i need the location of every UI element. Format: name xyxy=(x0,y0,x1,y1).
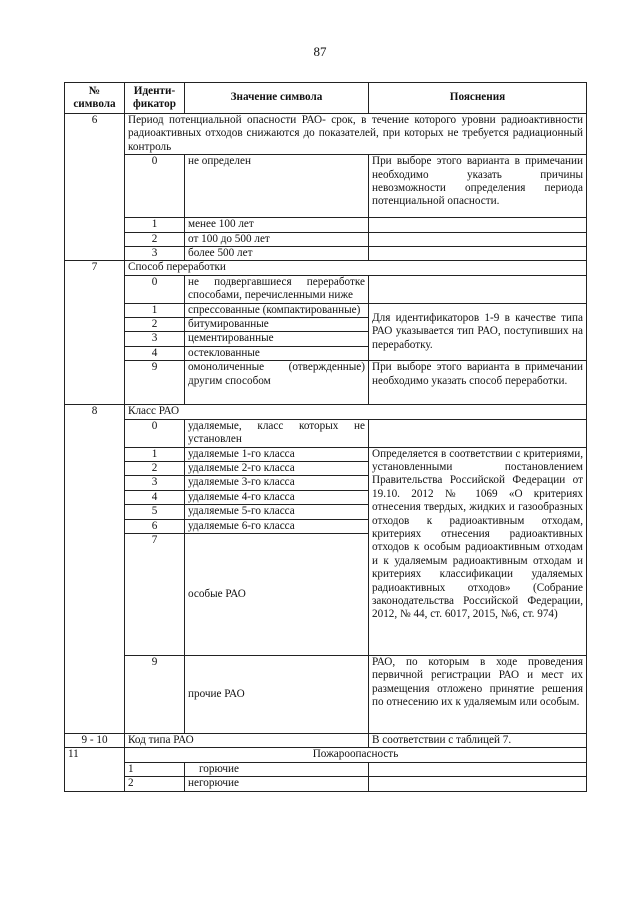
table-header-row xyxy=(65,83,587,114)
value-cell: удаляемые 6-го класса xyxy=(185,519,369,533)
note-cell xyxy=(369,777,587,791)
header-symbol-number: № символа xyxy=(65,83,125,114)
note-cell-identifiers-1-9: Для идентификаторов 1-9 в качестве типа РАО указывается тип РАО, поступивших на переработку. xyxy=(369,303,587,361)
value-cell: цементированные xyxy=(185,332,369,346)
section-number: 8 xyxy=(65,405,125,734)
section-number: 7 xyxy=(65,261,125,405)
value-cell: не подвергавшиеся переработке способами, перечисленными ниже xyxy=(185,275,369,303)
value-cell: удаляемые 1-го класса xyxy=(185,447,369,461)
note-cell xyxy=(369,419,587,447)
value-cell: горючие xyxy=(185,762,369,776)
table-row xyxy=(65,419,587,447)
section-title: Класс РАО xyxy=(125,405,587,419)
identifier-cell: 9 xyxy=(125,361,185,405)
note-cell xyxy=(369,762,587,776)
table-row xyxy=(65,361,587,405)
header-identifier: Иденти-фикатор xyxy=(125,83,185,114)
value-cell: омоноличенные (отвержденные) другим способом xyxy=(185,361,369,405)
note-cell xyxy=(369,232,587,246)
value-cell: от 100 до 500 лет xyxy=(185,232,369,246)
table-row xyxy=(65,303,587,317)
identifier-cell: 6 xyxy=(125,519,185,533)
value-cell: удаляемые 2-го класса xyxy=(185,461,369,475)
identifier-cell: 2 xyxy=(125,461,185,475)
table-row xyxy=(65,232,587,246)
table-row xyxy=(65,777,587,791)
note-cell: РАО, по которым в ходе проведения первичной регистрации РАО и мест их размещения отложено принятие решения по отнесению их к удаляемым или особым. xyxy=(369,655,587,733)
section-6-title-row xyxy=(65,114,587,155)
note-cell: При выборе этого варианта в примечании необходимо указать причины невозможности определения периода потенциальной опасности. xyxy=(369,155,587,218)
identifier-cell: 2 xyxy=(125,318,185,332)
section-9-10-row xyxy=(65,733,587,747)
identifier-cell: 9 xyxy=(125,655,185,733)
identifier-cell: 2 xyxy=(125,777,185,791)
section-title: Способ переработки xyxy=(125,261,587,275)
identifier-cell: 1 xyxy=(125,762,185,776)
table-row xyxy=(65,447,587,461)
value-cell: удаляемые 3-го класса xyxy=(185,476,369,490)
value-cell: удаляемые, класс которых не установлен xyxy=(185,419,369,447)
value-cell: битумированные xyxy=(185,318,369,332)
identifier-cell: 0 xyxy=(125,155,185,218)
section-11-title-row xyxy=(65,748,587,762)
identifier-cell: 1 xyxy=(125,447,185,461)
table-row xyxy=(65,275,587,303)
note-cell: При выборе этого варианта в примечании необходимо указать способ переработки. xyxy=(369,361,587,405)
note-cell: В соответствии с таблицей 7. xyxy=(369,733,587,747)
section-number: 6 xyxy=(65,114,125,261)
value-cell: менее 100 лет xyxy=(185,218,369,232)
identifier-cell: 4 xyxy=(125,346,185,360)
value-cell: прочие РАО xyxy=(185,655,369,733)
note-cell-classes-1-7: Определяется в соответствии с критериями, установленными постановлением Правительства Российской Федерации от 19.10. 2012 № 1069 «О критериях отнесения твердых, жидких и газообразных отходов к радиоактивным отходам, критериях отнесения радиоактивных отходов к особым радиоактивным отходам и к удаляемым радиоактивным отходам и критериях классификации удаляемых радиоактивных отходов» (Собрание законодательства Российской Федерации, 2012, № 44, ст. 6017, 2015, №6, ст. 974) xyxy=(369,447,587,655)
header-explanations: Пояснения xyxy=(369,83,587,114)
value-cell: спрессованные (компактированные) xyxy=(185,303,369,317)
section-title: Код типа РАО xyxy=(125,733,369,747)
identifier-cell: 7 xyxy=(125,533,185,655)
identifier-cell: 4 xyxy=(125,490,185,504)
section-title: Период потенциальной опасности РАО- срок, в течение которого уровни радиоактивности радиоактивных отходов снижаются до показателей, при которых не требуется радиационный контроль xyxy=(125,114,587,155)
table-row xyxy=(65,655,587,733)
value-cell: удаляемые 4-го класса xyxy=(185,490,369,504)
section-number: 9 - 10 xyxy=(65,733,125,747)
note-cell xyxy=(369,247,587,261)
section-8-title-row xyxy=(65,405,587,419)
table-row xyxy=(65,155,587,218)
table-row xyxy=(65,762,587,776)
header-symbol-value: Значение символа xyxy=(185,83,369,114)
identifier-cell: 1 xyxy=(125,303,185,317)
value-cell: не определен xyxy=(185,155,369,218)
section-number: 11 xyxy=(65,748,125,791)
page-number: 87 xyxy=(313,44,327,59)
value-cell: особые РАО xyxy=(185,533,369,655)
identifier-cell: 3 xyxy=(125,476,185,490)
identifier-cell: 1 xyxy=(125,218,185,232)
identifier-cell: 5 xyxy=(125,505,185,519)
identifier-cell: 0 xyxy=(125,275,185,303)
identifier-cell: 3 xyxy=(125,247,185,261)
table-row xyxy=(65,247,587,261)
note-cell xyxy=(369,275,587,303)
value-cell: более 500 лет xyxy=(185,247,369,261)
identifier-cell: 2 xyxy=(125,232,185,246)
note-cell xyxy=(369,218,587,232)
section-7-title-row xyxy=(65,261,587,275)
section-title: Пожароопасность xyxy=(125,748,587,762)
value-cell: негорючие xyxy=(185,777,369,791)
symbols-table xyxy=(64,82,587,792)
value-cell: остеклованные xyxy=(185,346,369,360)
table-row xyxy=(65,218,587,232)
identifier-cell: 0 xyxy=(125,419,185,447)
identifier-cell: 3 xyxy=(125,332,185,346)
value-cell: удаляемые 5-го класса xyxy=(185,505,369,519)
